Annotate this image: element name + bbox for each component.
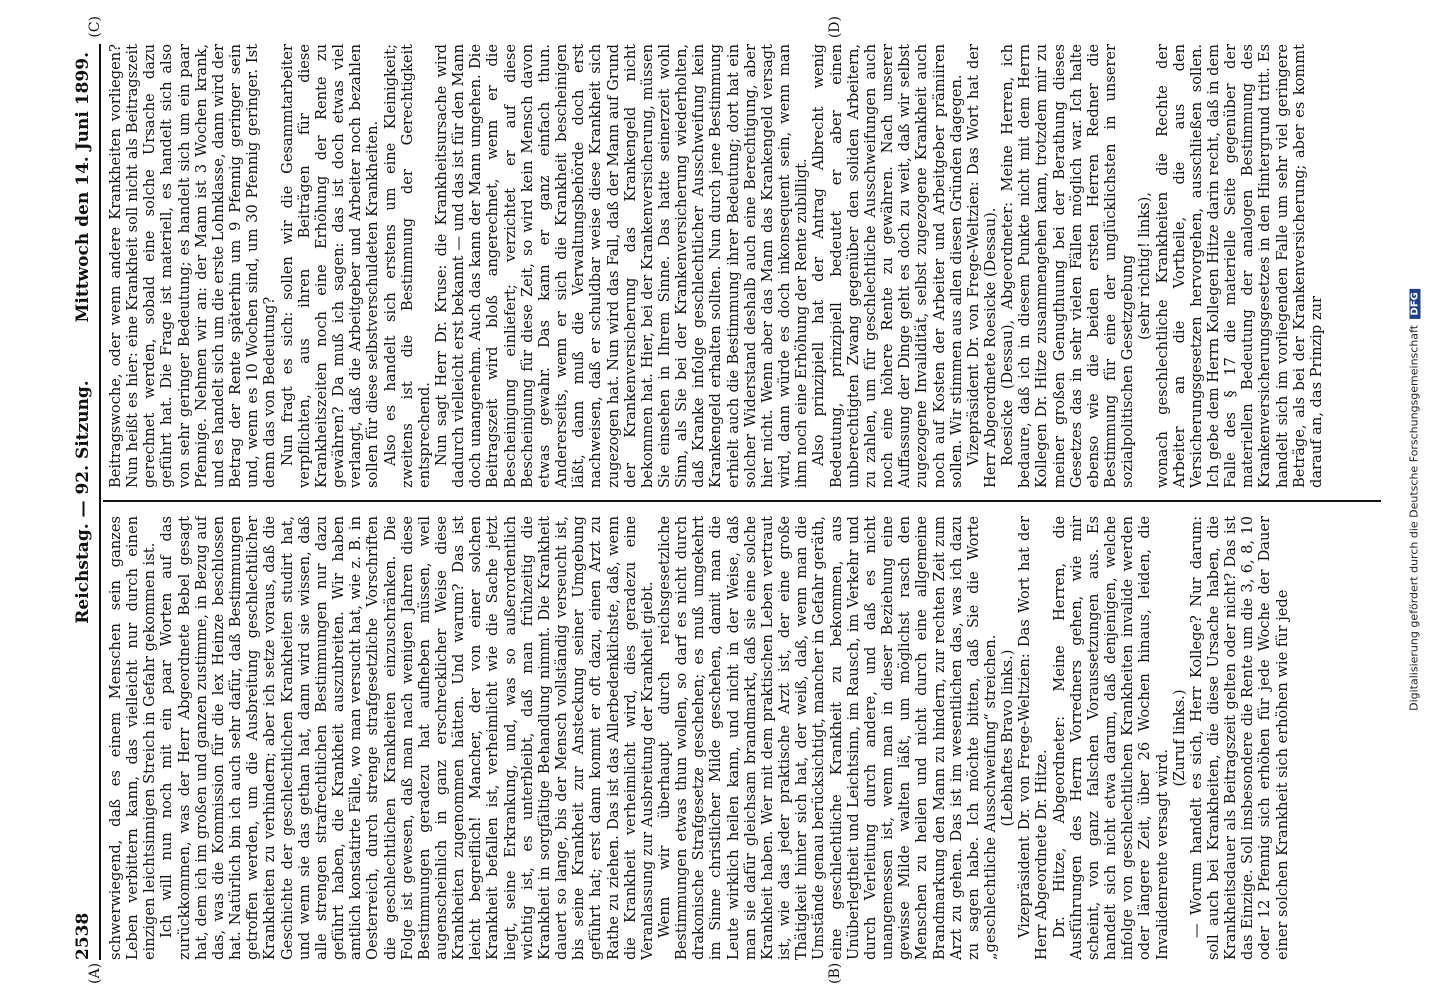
paragraph: schwerwiegend, daß es einem Menschen sein ganzes Leben verbittern kann, das vielleicht nur durch einen einzigen leichtsinnigen Streich in Gefahr gekommen ist. [107,516,159,960]
page-header [73,44,101,960]
interjection: (sehr richtig! links), [1136,192,1154,340]
left-column [107,516,1381,960]
paragraph: Nun sagt Herr Dr. Kruse: die Krankheitsursache wird dadurch vielleicht erst bekannt — und das ist für den Mann doch unangenehm. Auch das kann der Mann umgehen. Die Beitragszeit wird bloß angerechnet, wenn er die Bescheinigung einliefert; verzichtet er auf diese Bescheinigung für diese Zeit, so wird kein Mensch davon etwas gewahr. Das kann er ganz einfach thun. Andererseits, wenn er sich die Krankheit bescheinigen läßt, dann muß die Verwaltungsbehörde doch erst nachweisen, daß er schuldbar weise diese Krankheit sich zugezogen hat. Nun wird das Fall, daß der Mann auf Grund der Krankenversicherung das Krankengeld nicht bekommen hat. Hier, bei der Krankenversicherung, müssen Sie einsehen in Ihrem Sinne. Das hatte seinerzeit wohl Sinn, als Sie bei der Krankenversicherung wiederholten, daß Kranke infolge geschlechtlicher Ausschweifung kein Krankengeld erhalten sollten. Nun durch jene Bestimmung erhielt auch die Bestimmung ihrer Bedeutung; dort hat ein solcher Widerstand deshalb auch eine Berechtigung, aber hier nicht. Wenn aber das Mann das Krankengeld versagt wird, dann würde es doch inkonsequent sein, wenn man ihm noch eine Erhöhung der Rente zubilligt. [432,44,811,488]
paragraph: Also prinzipiell hat der Antrag Albrecht wenig Bedeutung, prinzipiell bedeutet er aber einen unberechtigten Zwang gegenüber den soliden Arbeitern, zu zahlen, um für geschlechtliche Ausschweifungen auch noch eine höhere Rente zu gewähren. Nach unserer Auffassung der Dinge geht es doch zu weit, daß wir selbst zugezogene Invalidität, selbst zugezogene Krankheit auch noch auf Kosten der Arbeiter und Arbeitgeber prämiiren sollen. Wir stimmen aus allen diesen Gründen dagegen. [810,44,965,488]
digitization-credit [1408,289,1421,711]
paragraph: wonach geschlechtliche Krankheiten die Rechte der Arbeiter an die Vortheile, die aus den Versicherungsgesetzen hervorgehen, ausschließen sollen. Ich gebe dem Herrn Kollegen Hitze darin recht, daß in dem Falle des § 17 die materielle Seite gegenüber der materiellen Bedeutung der analogen Bestimmung des Krankenversicherungsgesetzes in den Hintergrund tritt. Es handelt sich im vorliegenden Falle um sehr viel geringere Beträge, als bei der Krankenversicherung; aber es kommt darauf an, das Prinzip zur [1153,44,1325,488]
interjection: (Lebhaftes Bravo links.) [999,649,1017,827]
paragraph: Dr. Hitze, Abgeordneter: Meine Herren, die Ausführungen des Herrn Vorredners gehen, wie mir scheint, von ganz falschen Voraussetzungen aus. Es handelt sich nicht etwa darum, daß denjenigen, welche infolge von geschlechtlichen Krankheiten invalide werden oder längere Zeit, über 26 Wochen hinaus, leiden, die Invalidenrente versagt wird. [1050,516,1171,960]
credit-text: Digitalisierung gefördert durch die Deutsche Forschungsgemeinschaft [1407,324,1421,711]
paragraph: — Worum handelt es sich, Herr Kollege? Nur darum: soll auch bei Krankheiten, die diese Ursache haben, die Krankheitsdauer als Beitragszeit gelten oder nicht? Das ist das Einzige. Soll insbesondere die Rente um die 3, 6, 8, 10 oder 12 Pfennig sich erhöhen für jede Woche der Dauer einer solchen Krankheit sich erhöhen wie für jede [1187,516,1291,960]
page-title: Reichstag. — 92. Sitzung. [73,380,93,624]
column-rule [103,500,1381,502]
document-page [27,16,1407,984]
paragraph: Ich will nun noch mit ein paar Worten auf das zurückkommen, was der Herr Abgeordnete Bebel gesagt hat, dem ich im großen und ganzen zustimme, in Bezug auf das, was die Kommission für die lex Heinze beschlossen hat. Natürlich bin ich auch sehr dafür, daß Bestimmungen getroffen werden, um die Ausbreitung geschlechtlicher Krankheiten zu verhindern; aber ich setze voraus, daß die Geschichte der geschlechtlichen Krankheiten studirt hat, und wenn sie das gethan hat, dann wird sie wissen, daß alle strengen strafrechtlichen Bestimmungen nur dazu geführt haben, die Krankheit auszubreiten. Wir haben amtlich konstatirte Fälle, wo man versucht hat, wie z. B. in Oesterreich, durch strenge strafgesetzliche Vorschriften die geschlechtlichen Krankheiten einzuschränken. Die Folge ist gewesen, daß man nach wenigen Jahren diese Bestimmungen geradezu hat aufheben müssen, weil augenscheinlich in ganz erschrecklicher Weise diese Krankheiten zugenommen hätten. Und warum? Das ist leicht begreiflich! Mancher, der von einer solchen Krankheit befallen ist, verheimlicht wie die Sache jetzt liegt, seine Erkrankung, und, was so außerordentlich wichtig ist, es unterbleibt, daß man frühzeitig die Krankheit in sorgfältige Behandlung nimmt. Die Krankheit dauert so lange, bis der Mensch vollständig verseucht ist, bis seine Krankheit zur Ansteckung seiner Umgebung geführt hat; erst dann kommt er oft dazu, einen Arzt zu Rathe zu ziehen. Das ist das Allerbedenklichste, daß, wenn die Krankheit verheimlicht wird, dies geradezu eine Veranlassung zur Ausbreitung der Krankheit giebt. [158,516,656,960]
right-column [107,44,1381,488]
speaker-line: Vizepräsident Dr. von Frege-Weltzien: Das Wort hat der Herr Abgeordnete Dr. Hitze. [1016,516,1051,960]
margin-mark-c: (C) [87,16,103,38]
interjection: (Zuruf links.) [1170,689,1188,787]
speaker-line: Vizepräsident Dr. von Frege-Weltzien: Das Wort hat der Herr Abgeordnete Roesicke (Dessau). [964,44,999,488]
paragraph: Beitragswoche, oder wenn andere Krankheiten vorliegen? Nun heißt es hier: eine Krankheit soll nicht als Beitragszeit gerechnet werden, sobald eine solche Ursache dazu geführt hat. Die Frage ist materiell, es handelt sich also von sehr geringer Bedeutung; es handelt sich um ein paar Pfennige. Nehmen wir an: der Mann ist 3 Wochen krank, und es handelt sich um die erste Lohnklasse, dann wird der Betrag der Rente späterhin um 9 Pfennig geringer sein und, wenn es 10 Wochen sind, um 30 Pfennig geringer. Ist denn das von Bedeutung? [107,44,279,488]
page-number: 2538 [73,912,93,960]
margin-mark-d: (D) [827,16,843,39]
paragraph: Nun fragt es sich: sollen wir die Gesammtarbeiter verpflichten, aus ihren Beiträgen für diese Krankheitszeiten noch eine Erhöhung der Rente zu gewähren? Da muß ich sagen: das ist doch etwas viel verlangt, daß die Arbeitgeber und Arbeiter noch bezahlen sollen für diese selbstverschuldeten Krankheiten. [278,44,382,488]
paragraph: Also es handelt sich erstens um eine Kleinigkeit; zweitens ist die Bestimmung der Gerechtigkeit entsprechend. [381,44,433,488]
session-date: Mittwoch den 14. Juni 1899. [73,52,93,323]
text-columns [107,44,1381,960]
dfg-logo: DFG [1410,289,1421,318]
paragraph: Roesicke (Dessau), Abgeordneter: Meine Herren, ich bedaure, daß ich in diesem Punkte nicht mit dem Herrn Kollegen Dr. Hitze zusammengehen kann, trotzdem mir zu meiner großen Genugthuung bei der Berathung dieses Gesetzes das in sehr vielen Fällen möglich war. Ich halte ebenso wie die beiden ersten Herren Redner die Bestimmung für eine der unglücklichsten in unserer sozialpolitischen Gesetzgebung [999,44,1137,488]
paragraph: Wenn wir überhaupt durch reichsgesetzliche Bestimmungen etwas thun wollen, so darf es nicht durch drakonische Strafgesetze geschehen; es muß umgekehrt im Sinne christlicher Milde geschehen, damit man die Leute wirklich heilen kann, und nicht in der Weise, daß man sie dafür gleichsam brandmarkt, daß sie eine solche Krankheit haben. Wer mit dem praktischen Leben vertraut ist, wie das jeder praktische Arzt ist, der eine große Thätigkeit hinter sich hat, der weiß, daß, wenn man die Umstände genau berücksichtigt, mancher in Gefahr geräth, eine geschlechtliche Krankheit zu bekommen, aus Unüberlegtheit und Leichtsinn, im Rausch, im Verkehr und durch Verleitung durch andere, und daß es nicht unangemessen ist, wenn man in dieser Beziehung eine gewisse Milde walten läßt, um möglichst rasch den Menschen zu heilen und nicht durch eine allgemeine Brandmarkung den Mann zu hindern, zur rechten Zeit zum Arzt zu gehen. Das ist im wesentlichen das, was ich dazu zu sagen habe. Ich möchte bitten, daß Sie die Worte „geschlechtliche Ausschweifung“ streichen. [656,516,999,960]
margin-mark-b: (B) [827,962,843,984]
margin-mark-a: (A) [87,962,103,984]
